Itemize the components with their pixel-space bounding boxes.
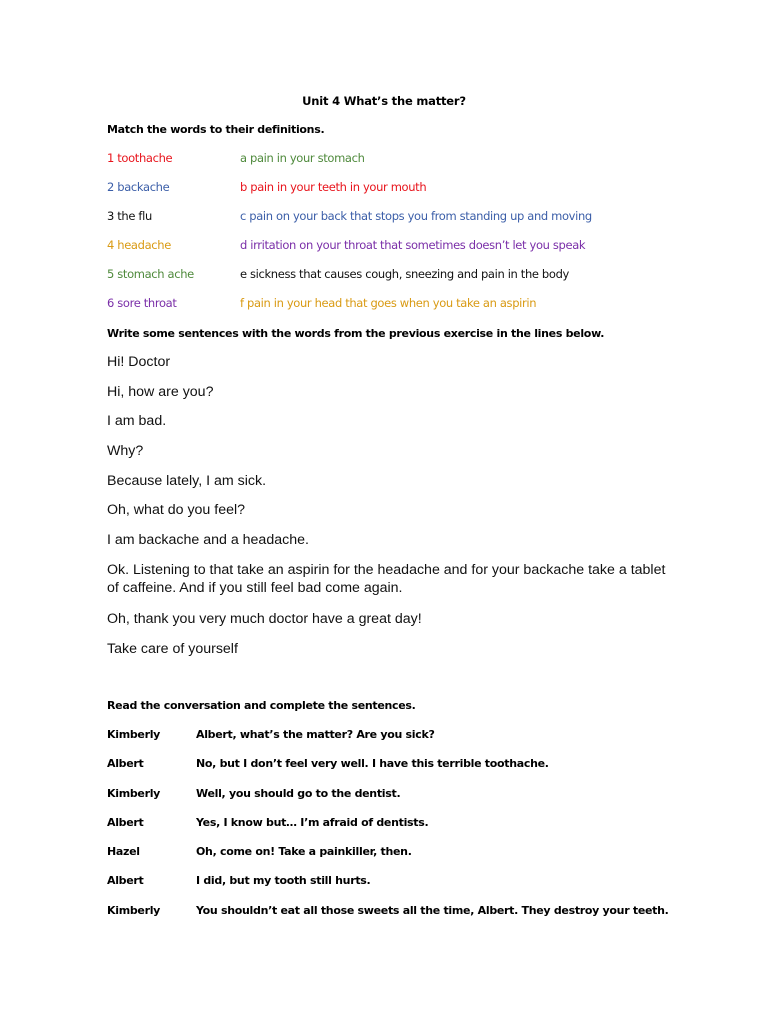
dialogue-line: I am bad. <box>107 413 167 429</box>
match-definition: a pain in your stomach <box>240 151 365 165</box>
speaker-line: I did, but my tooth still hurts. <box>196 874 371 887</box>
dialogue-line: Oh, what do you feel? <box>107 502 246 518</box>
speaker-line: Yes, I know but… I’m afraid of dentists. <box>196 816 429 829</box>
speaker-line: No, but I don’t feel very well. I have this terrible toothache. <box>196 757 549 770</box>
dialogue-line: Why? <box>107 443 144 459</box>
match-word: 5 stomach ache <box>107 267 194 281</box>
dialogue-line: Hi! Doctor <box>107 354 171 370</box>
match-row <box>107 295 727 311</box>
dialogue-line: Oh, thank you very much doctor have a great day! <box>107 611 422 627</box>
write-instruction: Write some sentences with the words from the previous exercise in the lines below. <box>107 327 605 340</box>
match-definition: c pain on your back that stops you from standing up and moving <box>240 209 592 223</box>
conversation-row <box>107 786 707 802</box>
speaker-name: Kimberly <box>107 904 161 917</box>
match-row <box>107 150 727 166</box>
match-word: 6 sore throat <box>107 296 177 310</box>
match-instruction: Match the words to their definitions. <box>107 123 325 136</box>
dialogue-line: Ok. Listening to that take an aspirin for the headache and for your backache take a tablet of caffeine. And if you still feel bad come again. <box>107 562 666 596</box>
conversation-row <box>107 844 707 860</box>
dialogue-line: I am backache and a headache. <box>107 532 309 548</box>
dialogue-line: Take care of yourself <box>107 641 238 657</box>
dialogue-line: Because lately, I am sick. <box>107 473 267 489</box>
speaker-line: Well, you should go to the dentist. <box>196 787 401 800</box>
match-row <box>107 208 727 224</box>
match-word: 1 toothache <box>107 151 173 165</box>
conversation-row <box>107 727 707 743</box>
page-title: Unit 4 What’s the matter? <box>302 94 466 108</box>
match-word: 4 headache <box>107 238 171 252</box>
dialogue-line: Hi, how are you? <box>107 384 214 400</box>
speaker-line: Albert, what’s the matter? Are you sick? <box>196 728 435 741</box>
match-word: 3 the flu <box>107 209 152 223</box>
speaker-name: Albert <box>107 757 144 770</box>
conversation-row <box>107 873 707 889</box>
speaker-name: Albert <box>107 816 144 829</box>
match-word: 2 backache <box>107 180 170 194</box>
speaker-line: Oh, come on! Take a painkiller, then. <box>196 845 412 858</box>
match-row <box>107 179 727 195</box>
match-definition: e sickness that causes cough, sneezing and pain in the body <box>240 267 569 281</box>
speaker-name: Hazel <box>107 845 140 858</box>
match-definition: f pain in your head that goes when you take an aspirin <box>240 296 537 310</box>
match-row <box>107 237 727 253</box>
conversation-row <box>107 756 707 772</box>
match-row <box>107 266 727 282</box>
match-definition: d irritation on your throat that sometimes doesn’t let you speak <box>240 238 586 252</box>
speaker-name: Kimberly <box>107 787 161 800</box>
speaker-name: Kimberly <box>107 728 161 741</box>
speaker-line: You shouldn’t eat all those sweets all the time, Albert. They destroy your teeth. <box>196 904 669 917</box>
conversation-row <box>107 903 707 919</box>
conversation-row <box>107 815 707 831</box>
speaker-name: Albert <box>107 874 144 887</box>
conversation-instruction: Read the conversation and complete the sentences. <box>107 699 416 712</box>
match-definition: b pain in your teeth in your mouth <box>240 180 427 194</box>
